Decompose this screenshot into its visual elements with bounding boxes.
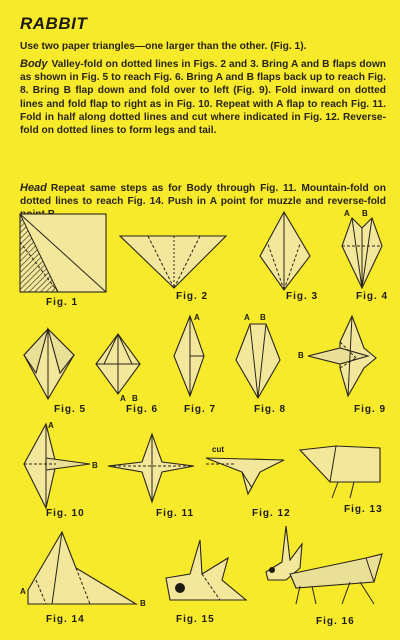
head-heading: Head xyxy=(20,182,47,194)
caption-fig-12: Fig. 12 xyxy=(252,508,291,519)
label-b: B xyxy=(92,461,98,470)
caption-fig-2: Fig. 2 xyxy=(176,291,209,302)
label-a: A xyxy=(244,313,250,322)
caption-fig-10: Fig. 10 xyxy=(46,508,85,519)
figure-8-diagram xyxy=(232,310,288,402)
figure-6-diagram xyxy=(92,328,148,402)
label-b: B xyxy=(298,351,304,360)
label-b: B xyxy=(140,599,146,608)
caption-fig-16: Fig. 16 xyxy=(316,616,355,627)
label-a: A xyxy=(344,209,350,218)
figure-13-diagram xyxy=(296,440,386,504)
caption-fig-9: Fig. 9 xyxy=(354,404,387,415)
figure-7-diagram xyxy=(168,310,214,402)
figure-4-diagram xyxy=(338,206,388,292)
label-b: B xyxy=(260,313,266,322)
figure-3-diagram xyxy=(252,210,316,292)
figure-16-diagram xyxy=(256,522,392,612)
eye-dot xyxy=(175,583,185,593)
figure-15-diagram xyxy=(150,534,250,608)
head-text: Repeat same steps as for Body through Fig. 11. Mountain-fold on dotted lines to reach Fig. 14. Push in A point for muzzle and reverse-fold xyxy=(20,183,386,208)
caption-fig-13: Fig. 13 xyxy=(344,504,383,515)
caption-fig-3: Fig. 3 xyxy=(286,291,319,302)
caption-fig-5: Fig. 5 xyxy=(54,404,87,415)
caption-fig-14: Fig. 14 xyxy=(46,614,85,625)
label-a: A xyxy=(48,421,54,430)
label-a: A xyxy=(20,587,26,596)
label-a: A xyxy=(194,313,200,322)
label-cut: cut xyxy=(212,445,224,454)
figure-12-diagram xyxy=(204,442,296,506)
caption-fig-8: Fig. 8 xyxy=(254,404,287,415)
figure-11-diagram xyxy=(104,432,198,504)
body-heading: Body xyxy=(20,58,48,70)
figure-14-diagram xyxy=(18,528,150,610)
page-title: RABBIT xyxy=(20,14,88,33)
body-instructions xyxy=(20,58,386,137)
label-b: B xyxy=(132,394,138,402)
figure-5-diagram xyxy=(18,325,88,403)
figure-2-diagram xyxy=(118,232,230,292)
caption-fig-11: Fig. 11 xyxy=(156,508,195,519)
rabbit-eye xyxy=(269,567,275,573)
body-text: Valley-fold on dotted lines in Figs. 2 and 3. Bring A and B flaps down as shown in Fig. 5 to reach Fig. 6. Bring A and B flaps back up to reach Fig. 8. Bring B flap down and fold over to left (Fig. 9). Fold inward on dotted lines and fold flap to right as in Fig. 10. Repeat with A flap to reach Fig. 11. Fold in half along dotted lines and cut where indicated in Fig. 12. Reverse-fold on dotted lines to form legs and tail. xyxy=(20,59,386,137)
intro-text: Use two paper triangles—one larger than the other. (Fig. 1). xyxy=(20,41,307,52)
caption-fig-15: Fig. 15 xyxy=(176,614,215,625)
figure-1-diagram xyxy=(18,212,108,297)
caption-fig-7: Fig. 7 xyxy=(184,404,217,415)
caption-fig-6: Fig. 6 xyxy=(126,404,159,415)
caption-fig-1: Fig. 1 xyxy=(46,297,79,308)
caption-fig-4: Fig. 4 xyxy=(356,291,389,302)
figure-10-diagram xyxy=(18,418,102,514)
figure-9-diagram xyxy=(296,312,392,402)
label-a: A xyxy=(120,394,126,402)
label-b: B xyxy=(362,209,368,218)
